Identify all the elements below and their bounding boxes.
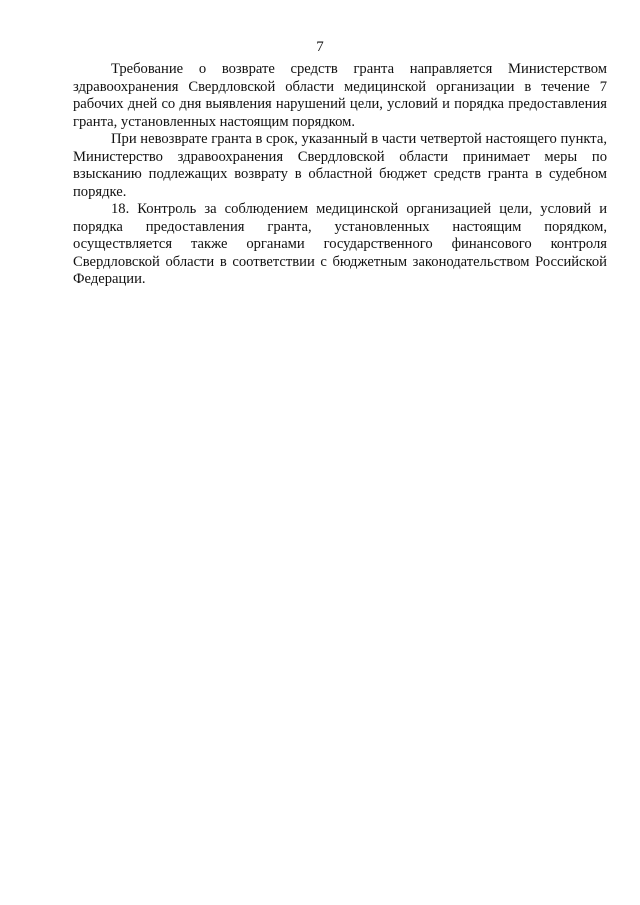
page-number: 7 [316, 39, 324, 55]
paragraph-grant-return-demand: Требование о возврате средств гранта направляется Министерством здравоохранения Свердловской области медицинской организации в течение 7 рабочих дней со дня выявления нарушений цели, условий и порядка предоставления гранта, установленных настоящим порядком. [73, 61, 607, 130]
paragraph-item-18-control: 18. Контроль за соблюдением медицинской организацией цели, условий и порядка предоставления гранта, установленных настоящим порядком, осуществляется также органами государственного финансового контроля Свердловской области в соответствии с бюджетным законодательством Российской Федерации. [73, 201, 607, 287]
paragraph-grant-non-return: При невозврате гранта в срок, указанный в части четвертой настоящего пункта, Министерство здравоохранения Свердловской области принимает меры по взысканию подлежащих возврату в областной бюджет средств гранта в судебном порядке. [73, 131, 607, 200]
document-body [73, 61, 607, 289]
